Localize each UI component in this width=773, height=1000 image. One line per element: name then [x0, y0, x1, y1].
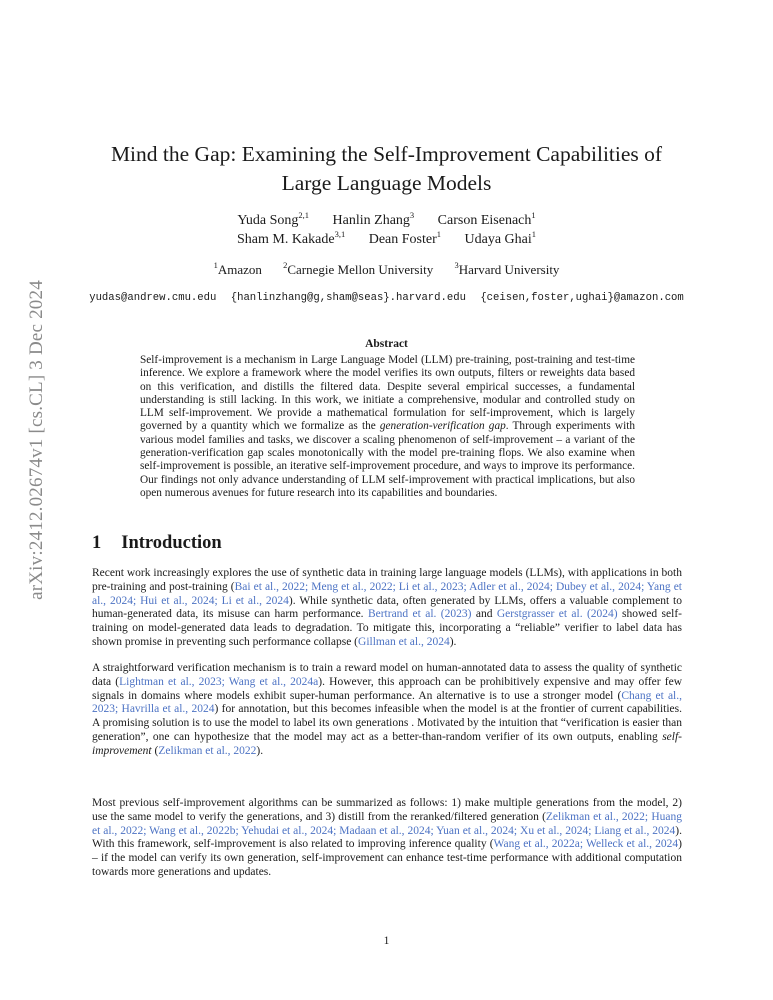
- author: Carson Eisenach$^1$: [437, 210, 536, 228]
- arxiv-identifier-text: arXiv:2412.02674v1 [cs.CL] 3 Dec 2024: [26, 280, 47, 600]
- intro-emphasis: self-improvement: [92, 730, 682, 757]
- email: yudas@andrew.cmu.edu: [89, 292, 217, 304]
- author-row-1: [60, 211, 713, 230]
- intro-paragraph-3: Most previous self-improvement algorithms can be summarized as follows: 1) make multiple generations from the model, 2) use the same model to verify the generations, and 3) distill from the reranked/filtered generation (Zelikman et al., 2022; Huang et al., 2022; Wang et al., 2022b; Yehudai et al., 2024; Madaan et al., 2024; Yuan et al., 2024; Xu et al., 2024; Liang et al., 2024). With this framework, self-improvement is also related to improving inference quality (Wang et al., 2022a; Welleck et al., 2024) – if the model can verify its own generation, self-improvement can enhance test-time performance with additional computation towards more generations and updates.: [92, 797, 682, 878]
- section-heading: [92, 533, 222, 554]
- affiliation: $^3$Harvard University: [454, 260, 560, 277]
- citation-link[interactable]: Zelikman et al., 2022: [158, 744, 257, 757]
- email-list: [60, 292, 713, 304]
- citation-link[interactable]: Gillman et al., 2024: [358, 635, 450, 648]
- author-list: [60, 211, 713, 249]
- paper-title: [60, 140, 713, 198]
- affiliation: $^2$Carnegie Mellon University: [283, 260, 434, 277]
- intro-paragraph-1: Recent work increasingly explores the use of synthetic data in training large language models (LLMs), with applications in both pre-training and post-training (Bai et al., 2022; Meng et al., 2022; Li et al., 2023; Adler et al., 2024; Dubey et al., 2024; Yang et al., 2024; Hui et al., 2024; Li et al., 2024). While synthetic data, often generated by LLMs, offers a valuable complement to human-generated data, its misuse can harm performance. Bertrand et al. (2023) and Gerstgrasser et al. (2024) showed self-training on model-generated data leads to degradation. To mitigate this, incorporating a “reliable” verifier to label data has shown promise in preventing such performance collapse (Gillman et al., 2024).: [92, 567, 683, 648]
- affiliation: $^1$Amazon: [213, 260, 262, 277]
- abstract-heading: Abstract: [365, 338, 408, 350]
- author: Udaya Ghai$^1$: [464, 229, 537, 247]
- title-line-2: Large Language Models: [281, 171, 492, 195]
- email: {ceisen,foster,ughai}@amazon.com: [480, 292, 684, 304]
- abstract-emphasis: generation-verification gap: [379, 420, 506, 433]
- citation-link[interactable]: Bai et al., 2022; Meng et al., 2022; Li et al., 2023; Adler et al., 2024; Dubey et al., 2024; Yang et al., 2024; Hui et al., 2024; Li et al., 2024: [92, 580, 682, 607]
- arxiv-identifier: [22, 200, 52, 680]
- email: {hanlinzhang@g,sham@seas}.harvard.edu: [230, 292, 466, 304]
- author: Hanlin Zhang$^3$: [332, 210, 415, 228]
- affiliation-list: [60, 262, 713, 278]
- citation-link[interactable]: Wang et al., 2022a; Welleck et al., 2024: [493, 838, 679, 851]
- section-title: Introduction: [121, 533, 222, 553]
- abstract-body: Self-improvement is a mechanism in Large Language Model (LLM) pre-training, post-training and test-time inference. We explore a framework where the model verifies its own outputs, filters or reweights data based on this verification, and distills the filtered data. Despite several empirical successes, a fundamental understanding is still lacking. In this work, we initiate a comprehensive, modular and controlled study on LLM self-improvement. We provide a mathematical formulation for self-improvement, which is largely governed by a quantity which we formalize as the generation-verification gap. Through experiments with various model families and tasks, we discover a scaling phenomenon of self-improvement – a variant of the generation-verification gap scales monotonically with the model pre-training flops. We also examine when self-improvement is possible, an iterative self-improvement procedure, and ways to improve its performance. Our findings not only advance understanding of LLM self-improvement with practical implications, but also open numerous avenues for future research into its capabilities and boundaries.: [140, 354, 635, 499]
- citation-link[interactable]: Gerstgrasser et al. (2024): [496, 608, 618, 621]
- author-row-2: [60, 230, 713, 249]
- citation-link[interactable]: Bertrand et al. (2023): [367, 608, 472, 621]
- citation-link[interactable]: Zelikman et al., 2022; Huang et al., 2022; Wang et al., 2022b; Yehudai et al., 2024; Madaan et al., 2024; Yuan et al., 2024; Xu et al., 2024; Liang et al., 2024: [92, 810, 682, 837]
- section-number: 1: [92, 533, 102, 553]
- title-line-1: Mind the Gap: Examining the Self-Improvement Capabilities of: [110, 142, 663, 166]
- author: Sham M. Kakade$^{3,1}$: [236, 229, 346, 247]
- citation-link[interactable]: Chang et al., 2023; Havrilla et al., 2024: [92, 689, 683, 716]
- intro-paragraph-2: A straightforward verification mechanism is to train a reward model on human-annotated data to assess the quality of synthetic data (Lightman et al., 2023; Wang et al., 2024a). However, this approach can be prohibitively expensive and may offer few signals in domains where models exhibit super-human performance. An alternative is to use a stronger model (Chang et al., 2023; Havrilla et al., 2024) for annotation, but this becomes infeasible when the model is at the frontier of current capabilities. A promising solution is to use the model to label its own generations . Motivated by the intuition that “verification is easier than generation”, one can hypothesize that the model may act as a better-than-random verifier of its own outputs, enabling self-improvement (Zelikman et al., 2022).: [92, 662, 683, 757]
- author: Dean Foster$^1$: [368, 229, 441, 247]
- author: Yuda Song$^{2,1}$: [237, 210, 310, 228]
- citation-link[interactable]: Lightman et al., 2023; Wang et al., 2024a: [119, 675, 319, 688]
- page-number: 1: [383, 935, 390, 947]
